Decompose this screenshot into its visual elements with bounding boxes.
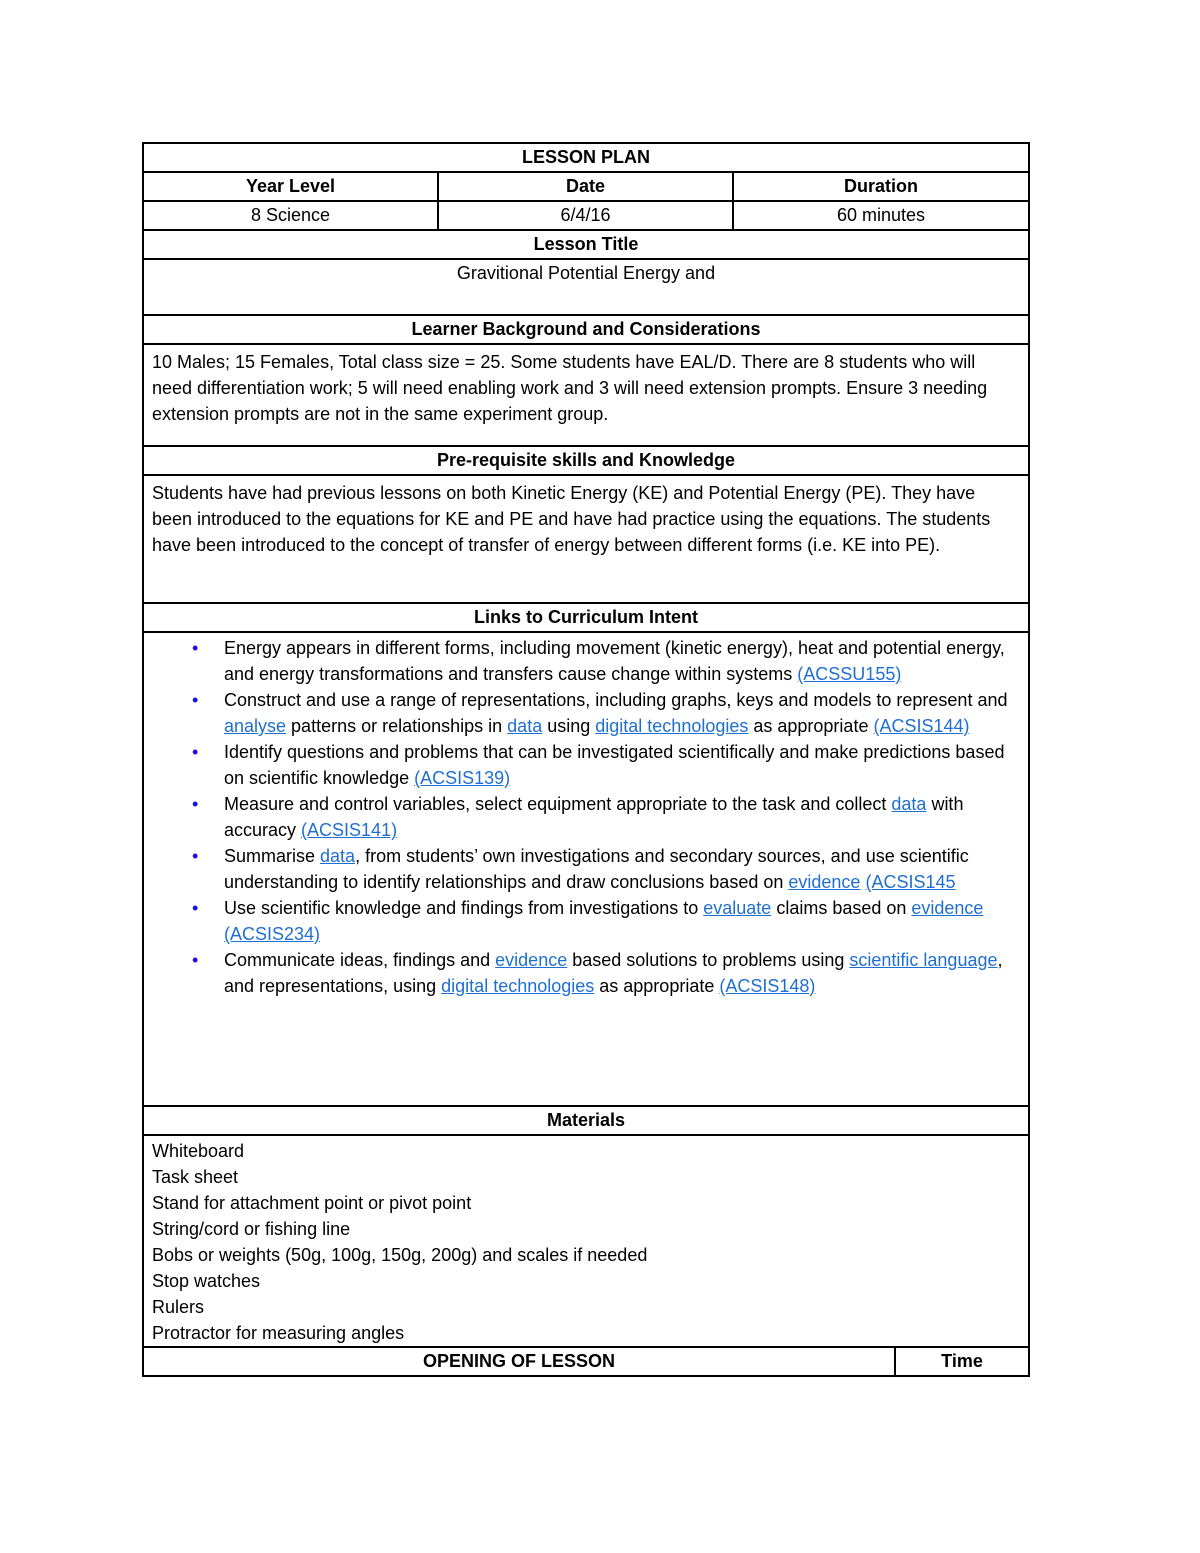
bullet-icon: • bbox=[192, 898, 199, 918]
date-heading: Date bbox=[438, 172, 733, 201]
learner-background-text: 10 Males; 15 Females, Total class size = 25. Some students have EAL/D. There are 8 students who will need differentiation work; 5 will need enabling work and 3 will need extension prompts. Ensure 3 needing extension prompts are not in the same experiment group. bbox=[143, 344, 1029, 446]
material-item: String/cord or fishing line bbox=[152, 1219, 351, 1239]
curriculum-item bbox=[152, 635, 1020, 687]
duration-heading: Duration bbox=[733, 172, 1029, 201]
material-item: Stop watches bbox=[152, 1271, 261, 1291]
curriculum-text: Identify questions and problems that can be investigated scientifically and make predictions based on scientific knowledge bbox=[224, 742, 1005, 788]
curriculum-item bbox=[152, 791, 1020, 843]
evidence-link[interactable]: evidence bbox=[788, 872, 861, 892]
scientific-language-link[interactable]: scientific language bbox=[849, 950, 998, 970]
lesson-title-heading: Lesson Title bbox=[143, 230, 1029, 259]
bullet-icon: • bbox=[192, 794, 199, 814]
curriculum-text: Use scientific knowledge and findings from investigations to bbox=[224, 898, 704, 918]
acsis144-link[interactable]: (ACSIS144) bbox=[873, 716, 970, 736]
curriculum-item bbox=[152, 687, 1020, 739]
analyse-link[interactable]: analyse bbox=[224, 716, 287, 736]
bullet-icon: • bbox=[192, 950, 199, 970]
learner-background-heading: Learner Background and Considerations bbox=[143, 315, 1029, 344]
year-level-value: 8 Science bbox=[143, 201, 438, 230]
material-item: Bobs or weights (50g, 100g, 150g, 200g) and scales if needed bbox=[152, 1245, 648, 1265]
curriculum-item bbox=[152, 739, 1020, 791]
data-link[interactable]: data bbox=[891, 794, 927, 814]
time-heading: Time bbox=[895, 1347, 1029, 1376]
year-level-heading: Year Level bbox=[143, 172, 438, 201]
curriculum-text: claims based on bbox=[771, 898, 912, 918]
curriculum-text: based solutions to problems using bbox=[567, 950, 850, 970]
curriculum-text: with accuracy bbox=[224, 794, 964, 840]
curriculum-text: as appropriate bbox=[594, 976, 720, 996]
material-item: Stand for attachment point or pivot point bbox=[152, 1193, 472, 1213]
acsis145-link[interactable]: (ACSIS145 bbox=[865, 872, 956, 892]
acsis148-link[interactable]: (ACSIS148) bbox=[719, 976, 816, 996]
digital-technologies-link[interactable]: digital technologies bbox=[441, 976, 595, 996]
digital-technologies-link[interactable]: digital technologies bbox=[595, 716, 749, 736]
curriculum-text: as appropriate bbox=[748, 716, 874, 736]
lesson-plan-page bbox=[142, 142, 1028, 1377]
material-item: Task sheet bbox=[152, 1167, 239, 1187]
lesson-plan-table bbox=[142, 142, 1030, 1377]
curriculum-item bbox=[152, 843, 1020, 895]
curriculum-text: Communicate ideas, findings and bbox=[224, 950, 496, 970]
curriculum-links-cell bbox=[143, 632, 1029, 1106]
prerequisite-heading: Pre-requisite skills and Knowledge bbox=[143, 446, 1029, 475]
prerequisite-text: Students have had previous lessons on both Kinetic Energy (KE) and Potential Energy (PE). They have been introduced to the equations for KE and PE and have had practice using the equations. The students have been introduced to the concept of transfer of energy between different forms (i.e. KE into PE). bbox=[143, 475, 1029, 603]
date-value: 6/4/16 bbox=[438, 201, 733, 230]
data-link[interactable]: data bbox=[320, 846, 356, 866]
material-item: Whiteboard bbox=[152, 1141, 245, 1161]
evidence-link[interactable]: evidence bbox=[911, 898, 984, 918]
curriculum-text: Summarise bbox=[224, 846, 321, 866]
curriculum-heading: Links to Curriculum Intent bbox=[143, 603, 1029, 632]
acsis234-link[interactable]: (ACSIS234) bbox=[224, 924, 321, 944]
bullet-icon: • bbox=[192, 742, 199, 762]
material-item: Rulers bbox=[152, 1297, 205, 1317]
lesson-plan-title: LESSON PLAN bbox=[143, 143, 1029, 172]
bullet-icon: • bbox=[192, 690, 199, 710]
data-link[interactable]: data bbox=[507, 716, 543, 736]
duration-value: 60 minutes bbox=[733, 201, 1029, 230]
bullet-icon: • bbox=[192, 638, 199, 658]
curriculum-text: Energy appears in different forms, including movement (kinetic energy), heat and potential energy, and energy transformations and transfers cause change within systems bbox=[224, 638, 1005, 684]
curriculum-text: Construct and use a range of representations, including graphs, keys and models to represent and bbox=[224, 690, 1008, 710]
curriculum-item bbox=[152, 947, 1020, 999]
materials-heading: Materials bbox=[143, 1106, 1029, 1135]
evidence-link[interactable]: evidence bbox=[495, 950, 568, 970]
bullet-icon: • bbox=[192, 846, 199, 866]
lesson-title-value: Gravitional Potential Energy and bbox=[143, 259, 1029, 315]
material-item: Protractor for measuring angles bbox=[152, 1323, 405, 1343]
curriculum-text: using bbox=[542, 716, 596, 736]
curriculum-list bbox=[152, 635, 1020, 999]
curriculum-text: Measure and control variables, select equipment appropriate to the task and collect bbox=[224, 794, 892, 814]
evaluate-link[interactable]: evaluate bbox=[703, 898, 772, 918]
curriculum-text: , and representations, using bbox=[224, 950, 1003, 996]
curriculum-item bbox=[152, 895, 1020, 947]
acsis139-link[interactable]: (ACSIS139) bbox=[414, 768, 511, 788]
acssu155-link[interactable]: (ACSSU155) bbox=[797, 664, 902, 684]
materials-list bbox=[143, 1135, 1029, 1347]
opening-of-lesson-heading: OPENING OF LESSON bbox=[143, 1347, 895, 1376]
acsis141-link[interactable]: (ACSIS141) bbox=[301, 820, 398, 840]
curriculum-text: , from students’ own investigations and secondary sources, and use scientific understanding to identify relationships and draw conclusions based on bbox=[224, 846, 969, 892]
curriculum-text: patterns or relationships in bbox=[286, 716, 508, 736]
